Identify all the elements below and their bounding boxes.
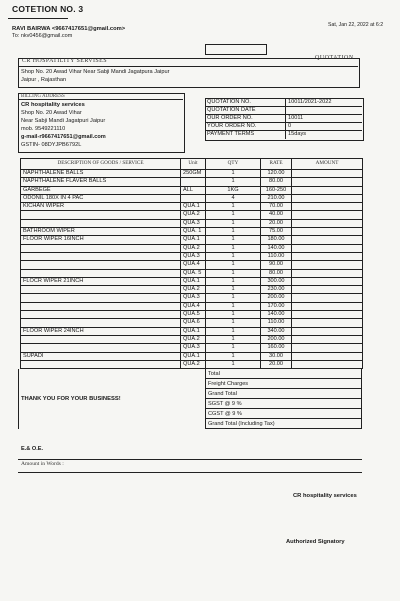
table-row (21, 261, 363, 269)
cell-qty: 1 (206, 261, 261, 269)
cell-rate: 90.00 (261, 261, 292, 269)
title-underline (8, 18, 68, 19)
quote-info-label: YOUR ORDER NO. (207, 122, 257, 129)
cell-unit: QUA.2 (181, 286, 206, 294)
cell-unit: QUA.1 (181, 277, 206, 285)
cell-rate: 75.00 (261, 228, 292, 236)
cell-qty: 1 (206, 219, 261, 227)
sender-line: RAVI BAIRWA <9667417651@gmail.com> (12, 26, 126, 32)
billing-heading: BILLING ADDRESS (21, 94, 65, 99)
summary-row: Total (205, 369, 362, 379)
cell-unit: QUA.2 (181, 360, 206, 368)
cell-description (21, 211, 181, 219)
table-row (21, 277, 363, 285)
table-row (21, 194, 363, 202)
cell-rate: 200.00 (261, 294, 292, 302)
billing-line2: Near Sabji Mandi Jagatpuri Jaipur (21, 118, 106, 124)
cell-amount (292, 170, 363, 178)
cell-amount (292, 302, 363, 310)
cell-amount (292, 244, 363, 252)
cell-qty: 1 (206, 294, 261, 302)
table-row (21, 360, 363, 368)
cell-rate: 20.00 (261, 219, 292, 227)
cell-qty: 1 (206, 360, 261, 368)
summary-row: Freight Charges (205, 379, 362, 389)
quote-info-row-line (205, 130, 362, 131)
cell-qty: 1 (206, 252, 261, 260)
cell-description (21, 344, 181, 352)
cell-unit: QUA.3 (181, 344, 206, 352)
cell-amount (292, 203, 363, 211)
cell-unit: QUA.6 (181, 319, 206, 327)
cell-amount (292, 319, 363, 327)
cell-amount (292, 294, 363, 302)
cell-rate: 110.00 (261, 252, 292, 260)
cell-unit: QUA.1 (181, 352, 206, 360)
cell-qty: 1 (206, 203, 261, 211)
cell-amount (292, 344, 363, 352)
table-row (21, 311, 363, 319)
quote-info-divider (285, 98, 286, 139)
cell-unit: QUA.5 (181, 311, 206, 319)
table-row (21, 269, 363, 277)
cell-description (21, 319, 181, 327)
cell-amount (292, 228, 363, 236)
cell-qty: 1 (206, 327, 261, 335)
cell-description (21, 311, 181, 319)
cell-qty: 1 (206, 236, 261, 244)
cell-qty: 1 (206, 286, 261, 294)
cell-rate: 200.00 (261, 335, 292, 343)
cell-rate: 210.00 (261, 194, 292, 202)
table-row (21, 335, 363, 343)
table-row (21, 252, 363, 260)
cell-qty: 1 (206, 352, 261, 360)
cell-qty: 4 (206, 194, 261, 202)
cell-amount (292, 360, 363, 368)
cell-description: FLOOR WIPER 24INCH (21, 327, 181, 335)
cell-unit: ALL (181, 186, 206, 194)
eoe-note: E.& O.E. (21, 446, 44, 452)
company-address-line2: Jaipur , Rajasthan (21, 77, 67, 83)
items-table (20, 158, 363, 369)
cell-description: FLOCR WIPER 21INCH (21, 277, 181, 285)
quote-info-label: QUOTATION NO. (207, 98, 251, 105)
cell-rate: 140.00 (261, 311, 292, 319)
cell-qty: 1 (206, 244, 261, 252)
cell-description: NAPHTHALENE BALLS (21, 170, 181, 178)
cell-unit: QUA.4 (181, 261, 206, 269)
billing-email: g-mail-r9667417651@gmail.com (21, 134, 106, 140)
table-row (21, 344, 363, 352)
cell-description (21, 360, 181, 368)
company-address-line1: Shop No. 20 Awad Vihar Near Sabji Mandi Jagatpura Jaipur (21, 69, 170, 75)
billing-line1: Shop No. 20 Awad Vihar (21, 110, 82, 116)
cell-rate: 80.00 (261, 269, 292, 277)
billing-name: CR hospitality services (21, 102, 85, 108)
quote-info-label: PAYMENT TERMS (207, 130, 255, 137)
cell-amount (292, 252, 363, 260)
quote-info-row-line (205, 114, 362, 115)
cell-qty: 1 (206, 170, 261, 178)
cell-description (21, 286, 181, 294)
cell-rate: 300.00 (261, 277, 292, 285)
table-row (21, 170, 363, 178)
cell-description (21, 244, 181, 252)
cell-unit: QUA.3 (181, 294, 206, 302)
header-qty: QTY (206, 159, 261, 170)
quote-info-label: OUR ORDER NO. (207, 114, 253, 121)
cell-qty: 1 (206, 319, 261, 327)
cell-unit: QUA.1 (181, 236, 206, 244)
cell-rate: 80.00 (261, 178, 292, 186)
cell-description (21, 294, 181, 302)
cell-qty: 1 (206, 311, 261, 319)
summary-left-border (18, 369, 19, 429)
cell-rate: 40.00 (261, 211, 292, 219)
cell-unit: QUA.3 (181, 219, 206, 227)
table-row (21, 203, 363, 211)
cell-amount (292, 178, 363, 186)
cell-description (21, 269, 181, 277)
header-description: DESCRIPTION OF GOODS / SERVICE (21, 159, 181, 170)
cell-description: GARBEGE (21, 186, 181, 194)
cell-description (21, 335, 181, 343)
cell-unit: QUA.4 (181, 302, 206, 310)
date-stamp: Sat, Jan 22, 2022 at 6:2 (328, 22, 384, 28)
table-row (21, 219, 363, 227)
table-row (21, 228, 363, 236)
cell-amount (292, 211, 363, 219)
cell-unit: QUA.3 (181, 252, 206, 260)
table-row (21, 178, 363, 186)
cell-amount (292, 311, 363, 319)
cell-unit: QUA.1 (181, 327, 206, 335)
header-amount: AMOUNT (292, 159, 363, 170)
quote-info-row-line (205, 122, 362, 123)
cell-rate: 70.00 (261, 203, 292, 211)
cell-rate: 110.00 (261, 319, 292, 327)
cell-qty: 1 (206, 228, 261, 236)
table-row (21, 302, 363, 310)
cell-unit (181, 194, 206, 202)
summary-row: Grand Total (205, 389, 362, 399)
quote-info-row-line (205, 106, 362, 107)
authorized-signatory: Authorized Signatory (286, 539, 345, 545)
company-name: CR HOSPATILITY SERVISES (22, 58, 107, 64)
cell-description (21, 261, 181, 269)
thank-you-note: THANK YOU FOR YOUR BUSINESS! (21, 396, 121, 402)
cell-unit: QUA. 1 (181, 228, 206, 236)
amount-words-rule (18, 472, 362, 473)
cell-unit: QUA.2 (181, 244, 206, 252)
cell-rate: 140.00 (261, 244, 292, 252)
cell-qty: 1 (206, 277, 261, 285)
quote-info-value: 10011/2021-2022 (288, 98, 332, 105)
cell-rate: 30.00 (261, 352, 292, 360)
cell-amount (292, 219, 363, 227)
table-row (21, 244, 363, 252)
cell-unit (181, 178, 206, 186)
amount-in-words-label: Amount in Words : (21, 461, 64, 467)
document-title: COTETION NO. 3 (12, 4, 84, 14)
cell-description: BATHROOM WIPER (21, 228, 181, 236)
cell-qty: 1KG (206, 186, 261, 194)
cell-rate: 340.00 (261, 327, 292, 335)
summary-row: CGST @ 9 % (205, 409, 362, 419)
cell-description: SUPADI (21, 352, 181, 360)
cell-amount (292, 186, 363, 194)
header-rate: RATE (261, 159, 292, 170)
blank-header-box (205, 44, 267, 55)
cell-amount (292, 352, 363, 360)
cell-description (21, 252, 181, 260)
recipient-line: To: nkv0456@gmail.com (12, 33, 73, 39)
cell-qty: 1 (206, 178, 261, 186)
table-header-row (21, 159, 363, 170)
document-type: QUOTATION (315, 55, 354, 61)
table-row (21, 286, 363, 294)
cell-amount (292, 236, 363, 244)
cell-amount (292, 286, 363, 294)
cell-rate: 170.00 (261, 302, 292, 310)
quote-info-value: 0 (288, 122, 292, 129)
cell-description (21, 302, 181, 310)
summary-row: Grand Total (Including Tax) (205, 419, 362, 429)
company-divider (18, 66, 358, 67)
signatory-company: CR hospitality services (293, 493, 357, 499)
cell-unit: QUA.2 (181, 211, 206, 219)
cell-qty: 1 (206, 344, 261, 352)
cell-description: ODONIL 180X IN 4 PAC (21, 194, 181, 202)
billing-mobile: mob. 9549221110 (21, 126, 66, 132)
cell-description: KICHAN WIPER (21, 203, 181, 211)
table-row (21, 352, 363, 360)
cell-qty: 1 (206, 269, 261, 277)
header-unit: Unit (181, 159, 206, 170)
cell-description (21, 219, 181, 227)
cell-qty: 1 (206, 302, 261, 310)
cell-rate: 180.00 (261, 236, 292, 244)
cell-amount (292, 327, 363, 335)
cell-unit: QUA. 5 (181, 269, 206, 277)
cell-qty: 1 (206, 335, 261, 343)
cell-unit: 250GM (181, 170, 206, 178)
table-row (21, 294, 363, 302)
cell-rate: 160.00 (261, 344, 292, 352)
summary-row: SGST @ 9 % (205, 399, 362, 409)
cell-rate: 20.00 (261, 360, 292, 368)
quote-info-value: 10011 (288, 114, 304, 121)
table-row (21, 186, 363, 194)
cell-amount (292, 194, 363, 202)
quote-info-value: 15days (288, 130, 307, 137)
cell-description: NAPHTHALENE FLAVER BALLS (21, 178, 181, 186)
table-row (21, 211, 363, 219)
cell-amount (292, 261, 363, 269)
cell-description: FLOOR WIPER 16INCH (21, 236, 181, 244)
cell-unit: QUA.1 (181, 203, 206, 211)
table-row (21, 327, 363, 335)
table-row (21, 319, 363, 327)
quote-info-label: QUOTATION DATE (207, 106, 256, 113)
table-row (21, 236, 363, 244)
cell-rate: 160-250 (261, 186, 292, 194)
cell-rate: 120.00 (261, 170, 292, 178)
cell-unit: QUA.2 (181, 335, 206, 343)
cell-amount (292, 335, 363, 343)
billing-gstin: GSTIN- 08DYJPB6792L (21, 142, 82, 148)
footer-rule (18, 459, 362, 460)
cell-amount (292, 277, 363, 285)
cell-rate: 230.00 (261, 286, 292, 294)
cell-amount (292, 269, 363, 277)
cell-qty: 1 (206, 211, 261, 219)
